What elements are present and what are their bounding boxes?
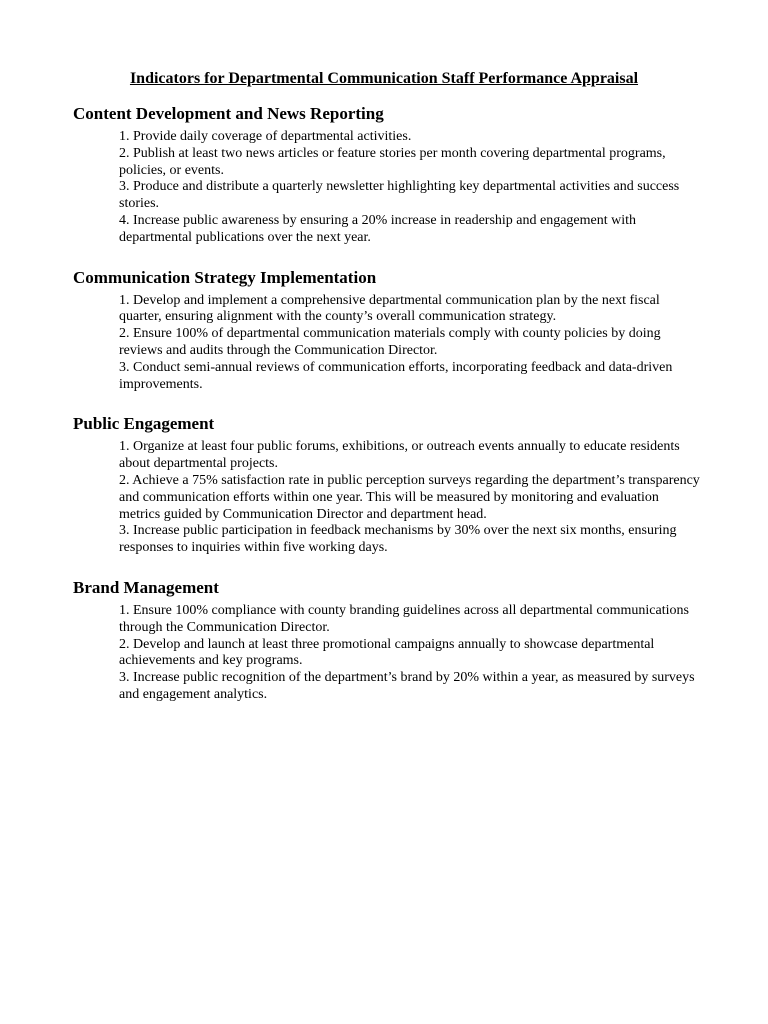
indicator-list bbox=[73, 439, 703, 557]
indicator-item: 1. Ensure 100% compliance with county branding guidelines across all departmental communications through the Communication Director. bbox=[119, 602, 689, 635]
indicator-item: 2. Develop and launch at least three promotional campaigns annually to showcase departmental achievements and key programs. bbox=[119, 636, 655, 669]
indicator-item: 3. Increase public participation in feedback mechanisms by 30% over the next six months, ensuring responses to inquiries within five working days. bbox=[119, 523, 677, 556]
indicator-list bbox=[73, 293, 703, 394]
document-title: Indicators for Departmental Communication Staff Performance Appraisal bbox=[129, 70, 639, 87]
section-brand-management bbox=[73, 577, 703, 704]
indicator-item: 1. Provide daily coverage of departmental activities. bbox=[119, 129, 412, 144]
indicator-item: 2. Achieve a 75% satisfaction rate in public perception surveys regarding the department’s transparency and communication efforts within one year. This will be measured by monitoring and evaluation metrics guided by Communication Director and department head. bbox=[119, 472, 700, 522]
section-heading: Brand Management bbox=[73, 577, 219, 597]
indicator-item: 1. Organize at least four public forums, exhibitions, or outreach events annually to educate residents about departmental projects. bbox=[119, 439, 680, 472]
indicator-item: 4. Increase public awareness by ensuring a 20% increase in readership and engagement with departmental publications over the next year. bbox=[119, 212, 637, 245]
indicator-item: 1. Develop and implement a comprehensive departmental communication plan by the next fiscal quarter, ensuring alignment with the county’s overall communication strategy. bbox=[119, 292, 660, 325]
section-heading: Public Engagement bbox=[73, 414, 215, 434]
section-communication-strategy bbox=[73, 267, 703, 394]
section-heading: Content Development and News Reporting bbox=[73, 104, 384, 123]
indicator-item: 2. Publish at least two news articles or feature stories per month covering departmental programs, policies, or events. bbox=[119, 145, 666, 178]
indicator-item: 3. Produce and distribute a quarterly newsletter highlighting key departmental activities and success stories. bbox=[119, 179, 680, 212]
document-body bbox=[73, 103, 703, 724]
indicator-list bbox=[73, 129, 703, 247]
indicator-item: 3. Increase public recognition of the department’s brand by 20% within a year, as measured by surveys and engagement analytics. bbox=[119, 670, 695, 702]
indicator-item: 3. Conduct semi-annual reviews of communication efforts, incorporating feedback and data-driven improvements. bbox=[119, 359, 673, 392]
section-heading: Communication Strategy Implementation bbox=[73, 267, 377, 287]
section-content-development bbox=[73, 103, 703, 247]
indicator-list bbox=[73, 603, 703, 704]
section-public-engagement bbox=[73, 413, 703, 557]
indicator-item: 2. Ensure 100% of departmental communication materials comply with county policies by doing reviews and audits through the Communication Director. bbox=[119, 326, 661, 358]
